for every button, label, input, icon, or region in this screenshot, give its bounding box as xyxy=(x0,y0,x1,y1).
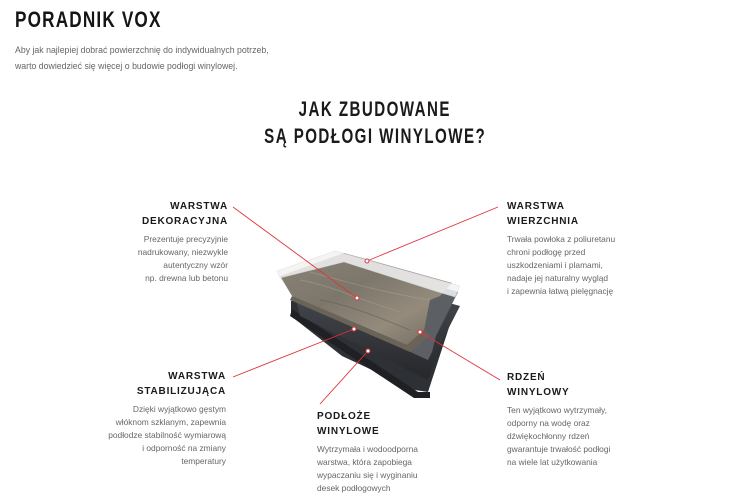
layer-decorative xyxy=(100,199,228,285)
layer-top-title: WARSTWA WIERZCHNIA xyxy=(507,201,579,227)
intro-line-2: warto dowiedzieć się więcej o budowie podłogi winylowej. xyxy=(15,61,238,72)
layer-core-description: Ten wyjątkowo wytrzymały, odporny na wodę oraz dźwiękochłonny rdzeń gwarantuje trwałość podłogi na wiele lat użytkowania xyxy=(507,405,611,467)
layer-backing-title: PODŁOŻE WINYLOWE xyxy=(317,411,380,437)
layer-core-title: RDZEŃ WINYLOWY xyxy=(507,372,570,398)
layer-decorative-title: WARSTWA DEKORACYJNA xyxy=(141,201,228,227)
heading-line-1: JAK ZBUDOWANE xyxy=(298,98,452,121)
layer-backing-description: Wytrzymała i wodoodporna warstwa, która zapobiega wypaczaniu się i wyginaniu desek podłogowych xyxy=(317,444,418,493)
layer-top xyxy=(507,199,657,298)
layer-stabilizing-description: Dzięki wyjątkowo gęstym włóknom szklanym, zapewnia podłodze stabilność wymiarową i odporność na zmiany temperatury xyxy=(108,404,226,466)
layer-core xyxy=(507,370,657,469)
layer-stabilizing-title: WARSTWA STABILIZUJĄCA xyxy=(136,371,226,397)
layer-top-description: Trwała powłoka z poliuretanu chroni podłogę przed uszkodzeniami i plamami, nadaje jej naturalny wygląd i zapewnia łatwą pielęgnację xyxy=(507,234,616,296)
heading-line-2: SĄ PODŁOGI WINYLOWE? xyxy=(263,125,486,148)
page-title: PORADNIK VOX xyxy=(15,7,162,32)
layer-backing xyxy=(317,409,457,495)
layer-stabilizing xyxy=(80,369,226,468)
layer-decorative-description: Prezentuje precyzyjnie nadrukowany, niezwykle autentyczny wzór np. drewna lub betonu xyxy=(137,234,228,283)
intro-line-1: Aby jak najlepiej dobrać powierzchnię do indywidualnych potrzeb, xyxy=(15,45,269,56)
